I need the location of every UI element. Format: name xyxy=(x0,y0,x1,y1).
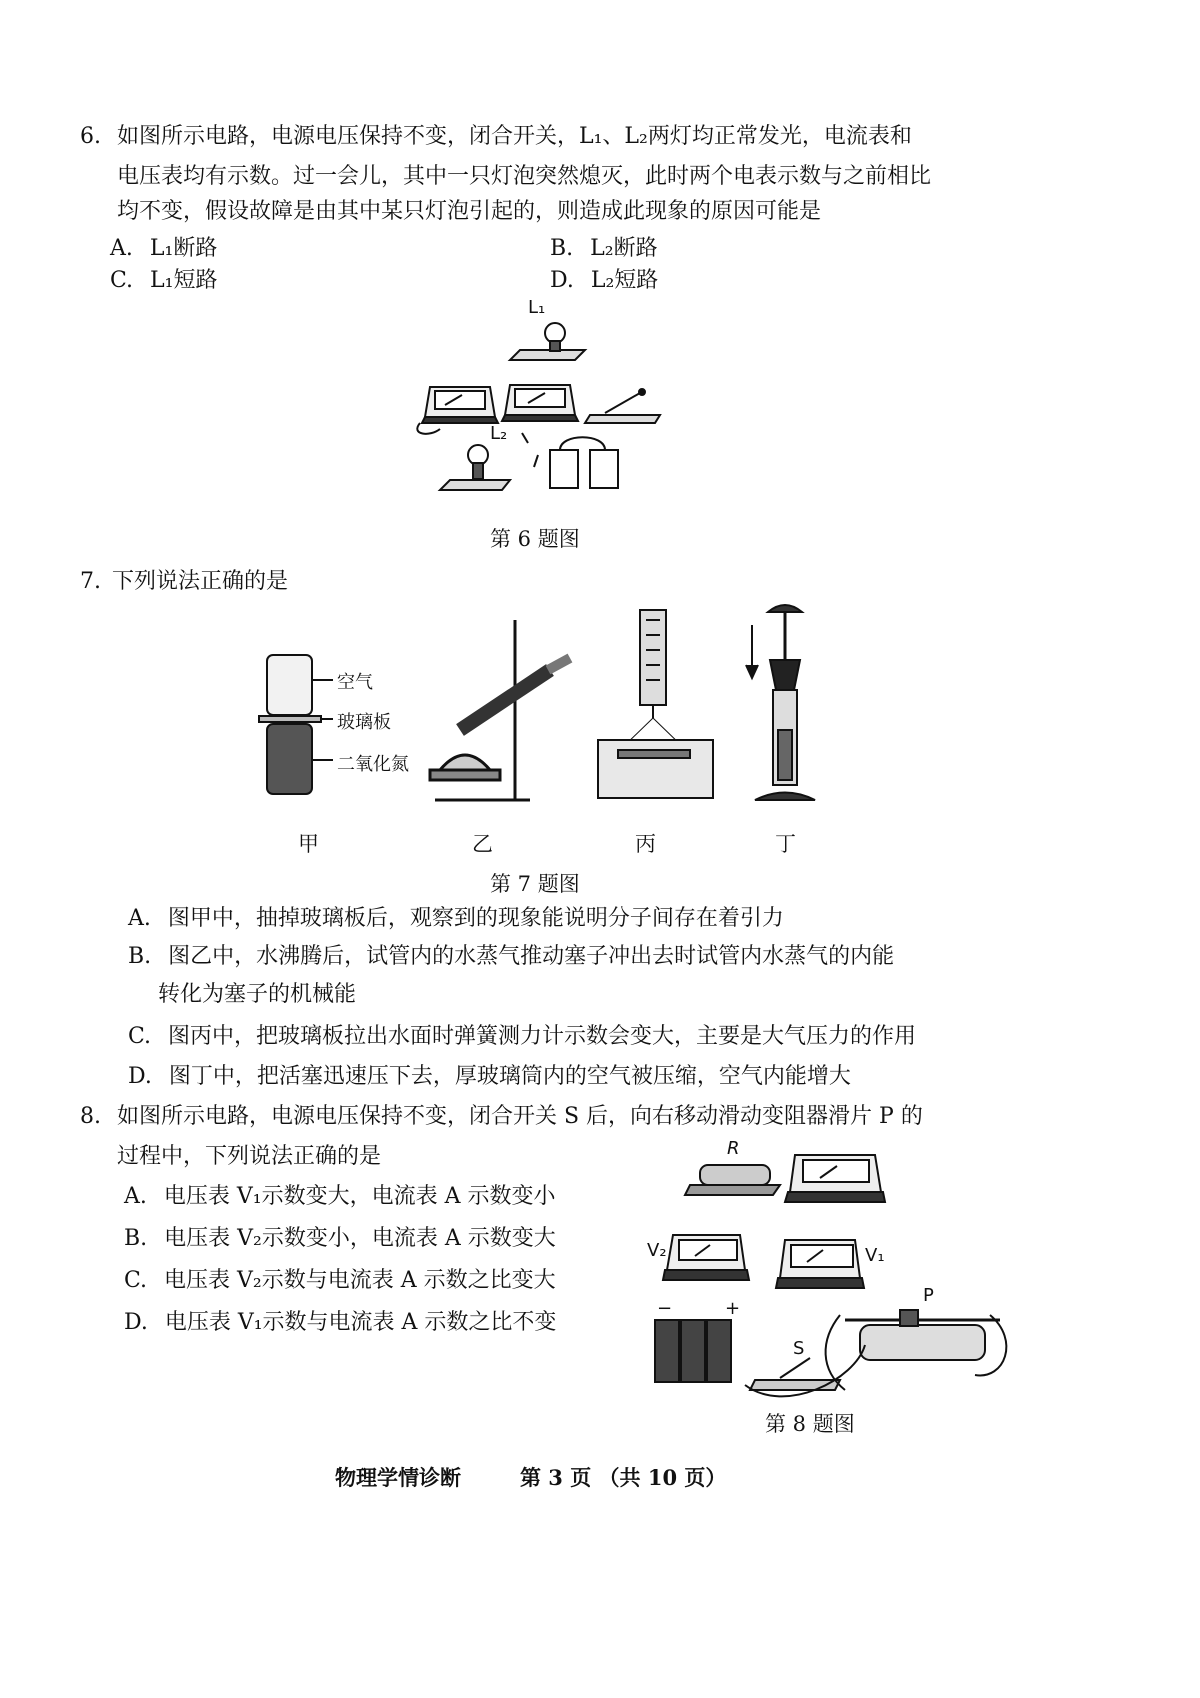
q7-label-jia: 甲 xyxy=(298,832,319,856)
rheostat-icon xyxy=(845,1310,1000,1360)
option-key: B. xyxy=(550,236,574,261)
q8-caption: 第 8 题图 xyxy=(765,1412,855,1436)
ammeter-icon xyxy=(785,1155,885,1202)
option-text: 图甲中，抽掉玻璃板后，观察到的现象能说明分子间存在着引力 xyxy=(167,906,784,931)
q7-option-c xyxy=(128,1020,916,1054)
option-key: A. xyxy=(128,906,151,931)
option-text: 电压表 V₂示数与电流表 A 示数之比变大 xyxy=(164,1268,556,1293)
option-text: 电压表 V₁示数与电流表 A 示数之比不变 xyxy=(164,1310,557,1335)
option-key: C. xyxy=(128,1024,152,1049)
option-key: A. xyxy=(124,1184,147,1209)
option-text: 图乙中，水沸腾后，试管内的水蒸气推动塞子冲出去时试管内水蒸气的内能 xyxy=(168,944,895,969)
q6-circuit-figure xyxy=(410,297,690,520)
option-text: 图丙中，把玻璃板拉出水面时弹簧测力计示数会变大，主要是大气压力的作用 xyxy=(168,1024,917,1049)
resistor-icon xyxy=(685,1165,780,1195)
q6-line-3: 均不变，假设故障是由其中某只灯泡引起的，则造成此现象的原因可能是 xyxy=(117,199,822,224)
battery-icon xyxy=(550,437,618,488)
q8-option-b xyxy=(124,1222,556,1256)
label-minus: − xyxy=(657,1298,673,1319)
q8-line-1: 如图所示电路，电源电压保持不变，闭合开关 S 后，向右移动滑动变阻器滑片 P 的 xyxy=(117,1104,923,1129)
label-s: S xyxy=(793,1338,805,1359)
footer-page: 第 3 页 （共 10 页） xyxy=(520,1465,727,1490)
option-key: B. xyxy=(128,944,152,969)
option-key: A. xyxy=(110,236,133,261)
lamp-l2-icon xyxy=(440,445,510,490)
label-v1: V₁ xyxy=(865,1245,885,1266)
q7-option-a xyxy=(128,902,784,936)
option-text: 电压表 V₂示数变小，电流表 A 示数变大 xyxy=(164,1226,556,1251)
lamp-l1-icon xyxy=(510,323,585,360)
option-key: D. xyxy=(124,1310,148,1335)
option-text: L₂短路 xyxy=(590,268,659,293)
ammeter-icon xyxy=(417,387,498,434)
label-l2: L₂ xyxy=(490,423,508,444)
q6-line-1: 如图所示电路，电源电压保持不变，闭合开关，L₁、L₂两灯均正常发光，电流表和 xyxy=(117,124,912,149)
q7-number: 7. xyxy=(80,569,101,594)
q8-option-d xyxy=(124,1306,556,1340)
q6-option-c xyxy=(110,264,217,298)
q7-figure-bing xyxy=(590,600,720,815)
option-key: D. xyxy=(128,1064,152,1089)
label-r: R xyxy=(727,1138,740,1159)
q6-line-2: 电压表均有示数。过一会儿，其中一只灯泡突然熄灭，此时两个电表示数与之前相比 xyxy=(117,164,932,189)
q7-option-b xyxy=(128,940,894,974)
switch-icon xyxy=(585,389,660,423)
option-text: L₁短路 xyxy=(150,268,218,293)
option-text: 图丁中，把活塞迅速压下去，厚玻璃筒内的空气被压缩，空气内能增大 xyxy=(168,1064,851,1089)
q7-label-bing: 丙 xyxy=(635,832,656,856)
battery-icon xyxy=(655,1320,731,1382)
voltmeter-icon xyxy=(502,385,578,421)
option-key: D. xyxy=(550,268,574,293)
label-glass-plate: 玻璃板 xyxy=(337,712,391,733)
option-key: B. xyxy=(124,1226,148,1251)
q7-option-d xyxy=(128,1060,851,1094)
q8-number: 8. xyxy=(80,1104,101,1129)
q6-option-b xyxy=(550,232,658,266)
q7-stem: 下列说法正确的是 xyxy=(112,569,289,594)
label-l1: L₁ xyxy=(528,297,546,318)
q7-caption: 第 7 题图 xyxy=(490,872,580,896)
label-v2: V₂ xyxy=(647,1240,667,1261)
option-key: C. xyxy=(110,268,134,293)
q8-line-2: 过程中，下列说法正确的是 xyxy=(117,1144,382,1169)
q6-caption: 第 6 题图 xyxy=(490,527,580,551)
option-text: 电压表 V₁示数变大，电流表 A 示数变小 xyxy=(163,1184,556,1209)
label-air: 空气 xyxy=(337,672,373,693)
q7-option-b-cont: 转化为塞子的机械能 xyxy=(158,982,357,1007)
q7-label-ding: 丁 xyxy=(775,832,796,856)
label-no2: 二氧化氮 xyxy=(337,754,409,775)
q7-figure-ding xyxy=(740,600,830,815)
footer-subject: 物理学情诊断 xyxy=(335,1465,461,1490)
q8-circuit-figure xyxy=(645,1140,1025,1410)
label-plus: + xyxy=(725,1298,741,1319)
q7-figure-yi xyxy=(420,610,595,810)
option-text: L₂断路 xyxy=(590,236,658,261)
q8-option-a xyxy=(124,1180,555,1214)
voltmeter-v1-icon xyxy=(776,1240,864,1288)
q6-number: 6. xyxy=(80,124,101,149)
q6-option-a xyxy=(110,232,217,266)
voltmeter-v2-icon xyxy=(663,1235,749,1280)
option-text: L₁断路 xyxy=(149,236,218,261)
q8-option-c xyxy=(124,1264,556,1298)
q6-option-d xyxy=(550,264,658,298)
option-key: C. xyxy=(124,1268,148,1293)
q7-label-yi: 乙 xyxy=(472,832,493,856)
q7-figure-jia xyxy=(255,650,415,810)
label-p: P xyxy=(923,1285,934,1306)
